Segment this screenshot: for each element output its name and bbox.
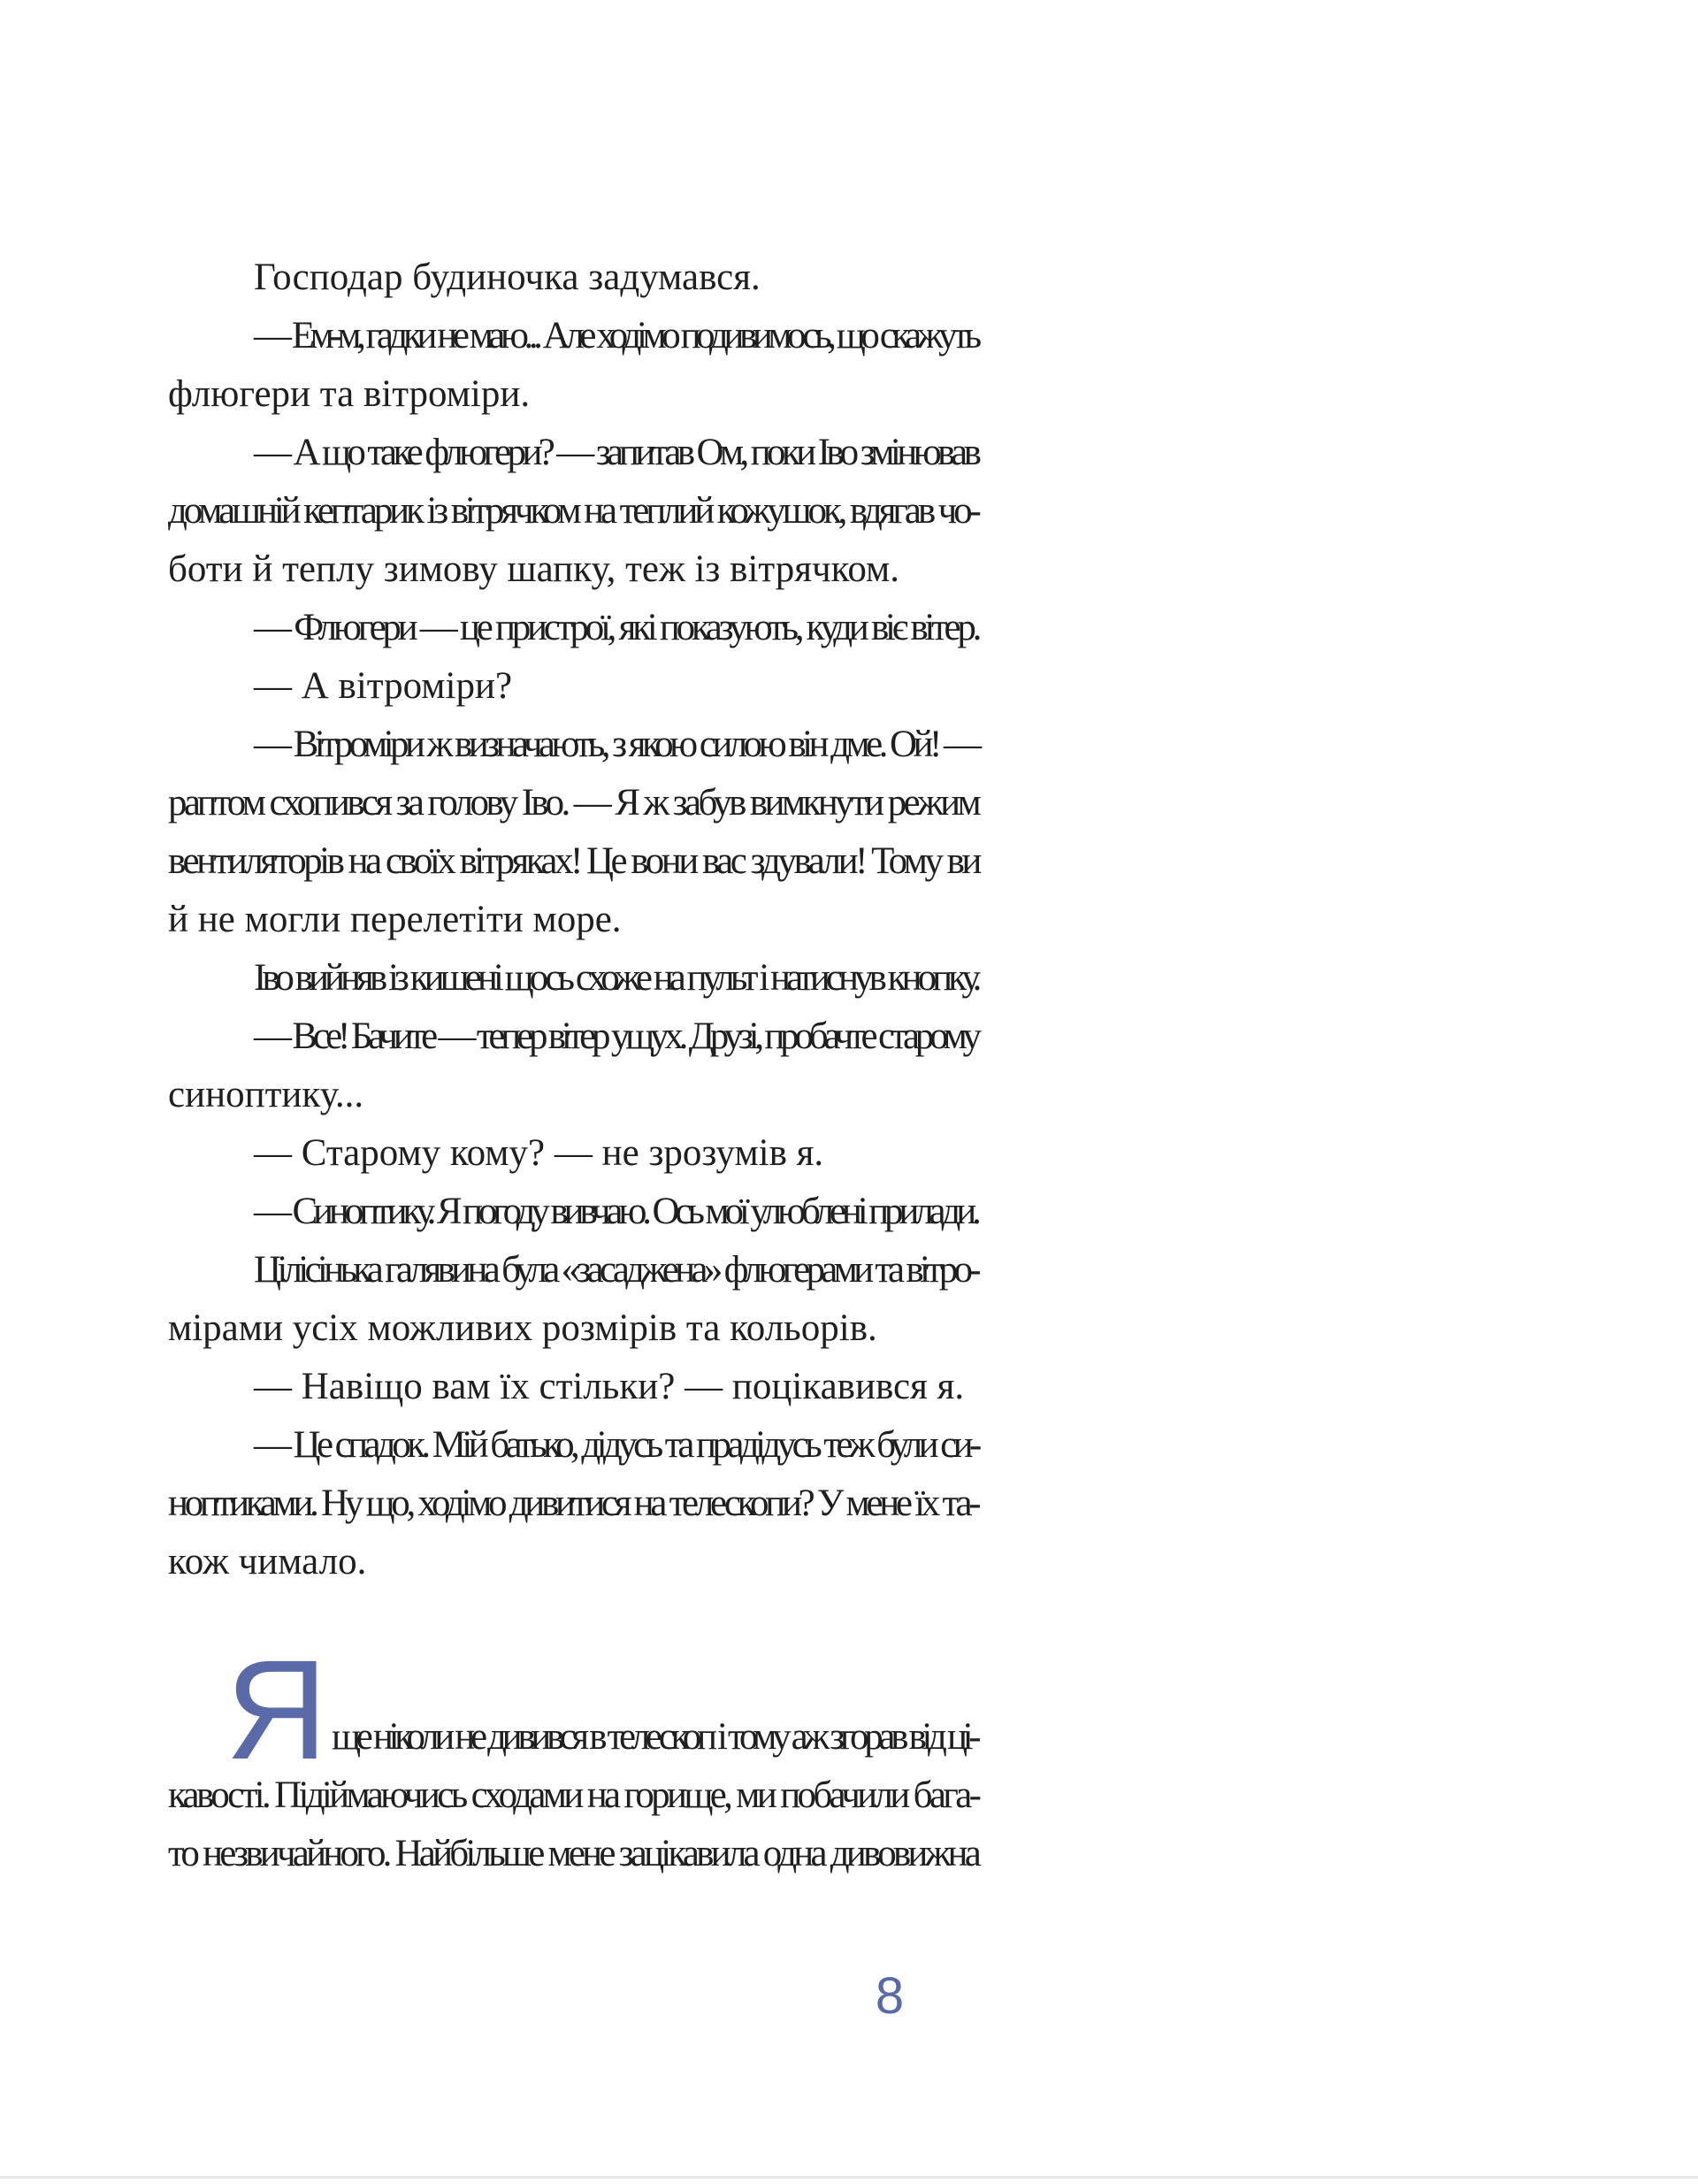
text-line: боти й теплу зимову шапку, теж із вітрячком. <box>168 548 899 590</box>
page-number: 8 <box>875 1967 905 2025</box>
text-line: кож чимало. <box>168 1541 367 1582</box>
text-line: Цілісінька галявина була «засаджена» флюгерами та вітро- <box>254 1249 977 1291</box>
text-line: — Ем-м, гадки не маю... Але ходімо подивимось, що скажуть <box>254 315 977 356</box>
text-line: — Це спадок. Мій батько, дідусь та прадідусь теж були си- <box>254 1424 978 1466</box>
text-line: ноптиками. Ну що, ходімо дивитися на телескопи? У мене їх та- <box>168 1483 978 1524</box>
text-line: Іво вийняв із кишені щось схоже на пульт і натиснув кнопку. <box>254 957 978 999</box>
text-line: — А що таке флюгери? — запитав Ом, поки Іво змінював <box>254 432 978 473</box>
text-line: мірами усіх можливих розмірів та кольорів. <box>168 1307 877 1349</box>
text-line: — Флюгери — це пристрої, які показують, куди віє вітер. <box>254 607 979 648</box>
text-line: раптом схопився за голову Іво. — Я ж забув вимкнути режим <box>168 782 979 824</box>
text-line: вентиляторів на своїх вітряках! Це вони вас здували! Тому ви <box>168 840 979 882</box>
text-line: — Навіщо вам їх стільки? — поцікавився я. <box>254 1366 965 1407</box>
text-line: домашній кептарик із вітрячком на теплий кожушок, вдягав чо- <box>168 490 978 532</box>
text-line: синоптику... <box>168 1074 364 1115</box>
text-line: й не могли перелетіти море. <box>168 899 622 940</box>
text-line: — Синоптику. Я погоду вивчаю. Ось мої улюблені прилади. <box>254 1191 977 1232</box>
text-line: — А вітроміри? <box>254 665 513 707</box>
text-line: флюгери та вітроміри. <box>168 373 531 415</box>
dropcap-letter: Я <box>226 1630 328 1789</box>
text-line: Господар будиночка задумався. <box>254 257 761 298</box>
text-line: — Вітроміри ж визначають, з якою силою він дме. Ой! — <box>254 724 978 765</box>
bottom-page-edge <box>0 2176 1698 2179</box>
text-line: кавості. Підіймаючись сходами на горище, ми побачили бага- <box>168 1774 979 1816</box>
text-line: ще ніколи не дивився в телескоп і тому аж згорав від ці- <box>332 1716 977 1758</box>
text-line: то незвичайного. Найбільше мене зацікавила одна дивовижна <box>168 1833 978 1874</box>
text-line: — Все! Бачите — тепер вітер ущух. Друзі, пробачте старому <box>254 1015 977 1057</box>
text-line: — Старому кому? — не зрозумів я. <box>254 1132 824 1174</box>
